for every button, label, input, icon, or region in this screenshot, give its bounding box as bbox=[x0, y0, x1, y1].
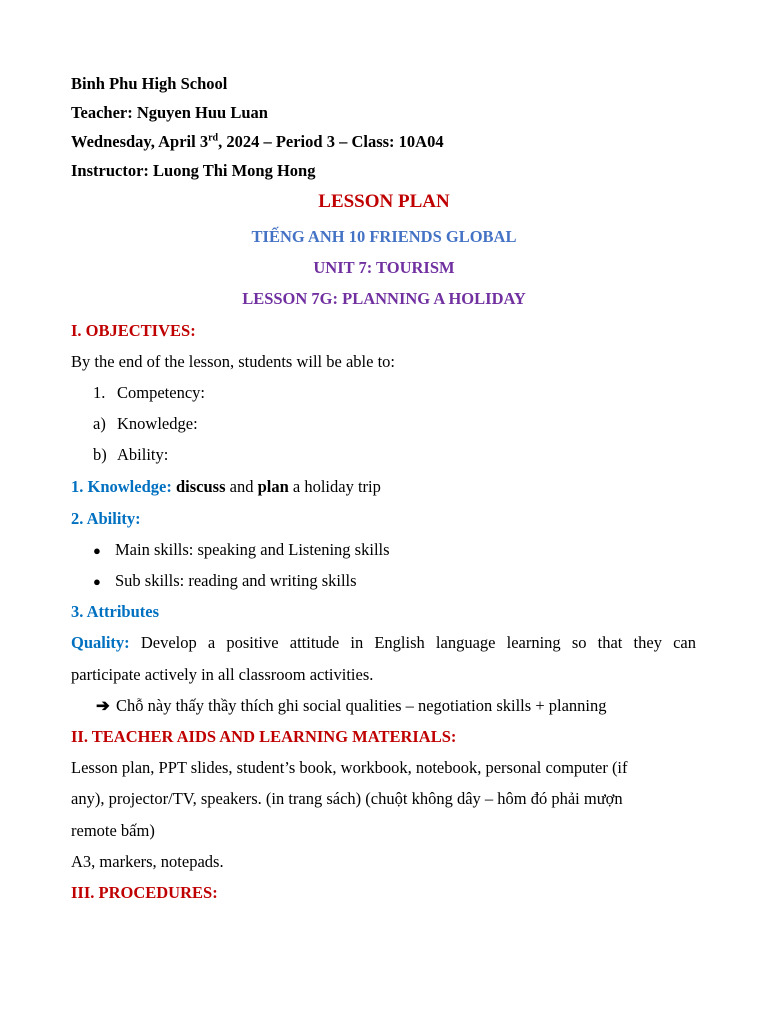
date-prefix: Wednesday, April 3 bbox=[71, 132, 209, 151]
date-ordinal: rd bbox=[208, 132, 219, 144]
course-title: TIẾNG ANH 10 FRIENDS GLOBAL bbox=[251, 227, 517, 246]
list-text: Ability: bbox=[117, 445, 169, 464]
list-item bbox=[93, 383, 718, 403]
black-circle-bullet-icon: ● bbox=[93, 543, 101, 558]
procedures-heading: III. PROCEDURES: bbox=[71, 883, 218, 902]
materials-line: A3, markers, notepads. bbox=[71, 852, 224, 871]
note-text: Chỗ này thấy thầy thích ghi social qualities – negotiation skills + planning bbox=[116, 696, 607, 715]
knowledge-and: and bbox=[229, 477, 254, 496]
note-line bbox=[96, 696, 721, 716]
date-line bbox=[71, 132, 696, 152]
right-arrow-icon: ➔ bbox=[96, 696, 110, 715]
teacher-name: Teacher: Nguyen Huu Luan bbox=[71, 103, 268, 122]
knowledge-label: 1. Knowledge: bbox=[71, 477, 172, 496]
bullet-item bbox=[93, 540, 718, 561]
list-text: Knowledge: bbox=[117, 414, 198, 433]
school-name: Binh Phu High School bbox=[71, 74, 228, 93]
lesson-title: LESSON 7G: PLANNING A HOLIDAY bbox=[242, 289, 526, 308]
date-suffix: , 2024 – Period 3 – Class: 10A04 bbox=[218, 132, 444, 151]
materials-heading: II. TEACHER AIDS AND LEARNING MATERIALS: bbox=[71, 727, 457, 746]
quality-label: Quality: bbox=[71, 633, 130, 652]
knowledge-word-discuss: discuss bbox=[175, 477, 226, 496]
objectives-intro: By the end of the lesson, students will be able to: bbox=[71, 352, 395, 371]
lesson-plan-title: LESSON PLAN bbox=[318, 191, 450, 212]
knowledge-line bbox=[71, 477, 696, 497]
black-circle-bullet-icon: ● bbox=[93, 574, 101, 589]
materials-line: Lesson plan, PPT slides, student’s book, workbook, notebook, personal computer (if bbox=[71, 758, 628, 777]
quality-text: Develop a positive attitude in English language learning so that they can bbox=[140, 633, 696, 652]
unit-title: UNIT 7: TOURISM bbox=[313, 258, 455, 277]
quality-paragraph-line2: participate actively in all classroom activities. bbox=[71, 665, 374, 684]
bullet-text: Sub skills: reading and writing skills bbox=[115, 571, 357, 590]
quality-paragraph-line1 bbox=[71, 633, 696, 653]
bullet-item bbox=[93, 571, 718, 592]
list-item bbox=[93, 445, 718, 465]
instructor-name: Instructor: Luong Thi Mong Hong bbox=[71, 161, 316, 180]
bullet-text: Main skills: speaking and Listening skills bbox=[115, 540, 390, 559]
materials-line: remote bấm) bbox=[71, 821, 155, 840]
list-marker: b) bbox=[93, 445, 107, 464]
list-item bbox=[93, 414, 718, 434]
quality-line bbox=[71, 633, 696, 653]
list-marker: a) bbox=[93, 414, 106, 433]
list-marker: 1. bbox=[93, 383, 106, 402]
knowledge-word-plan: plan bbox=[257, 477, 289, 496]
attributes-heading: 3. Attributes bbox=[71, 602, 159, 621]
materials-line: any), projector/TV, speakers. (in trang sách) (chuột không dây – hôm đó phải mượn bbox=[71, 789, 623, 808]
ability-heading: 2. Ability: bbox=[71, 509, 141, 528]
objectives-heading: I. OBJECTIVES: bbox=[71, 321, 196, 340]
list-text: Competency: bbox=[117, 383, 205, 402]
knowledge-rest: a holiday trip bbox=[292, 477, 381, 496]
